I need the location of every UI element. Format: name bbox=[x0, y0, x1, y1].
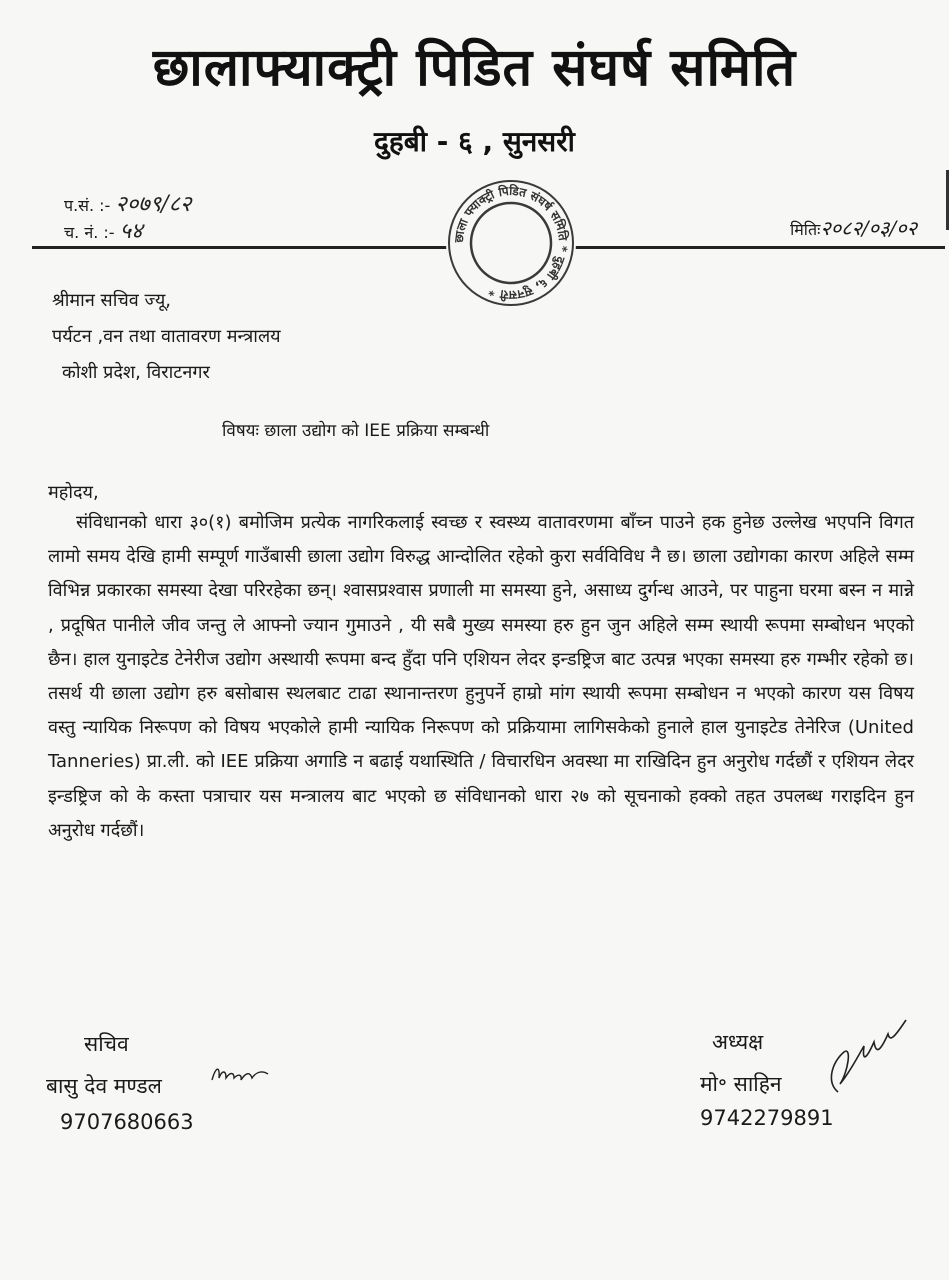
reference-value: २०७९/८२ bbox=[115, 192, 192, 217]
dispatch-number bbox=[64, 215, 143, 245]
secretary-name: बासु देव मण्डल bbox=[46, 1074, 162, 1098]
stamp-text: छाला फ्याक्ट्री पिडित संघर्ष समिति * दुहबी ६, सुनसरी * bbox=[451, 183, 571, 303]
reference-label: प.सं. :- bbox=[64, 196, 111, 215]
dispatch-value: ५४ bbox=[119, 219, 143, 244]
stamp-seal bbox=[446, 178, 576, 308]
letterhead-address: दुहबी - ६ , सुनसरी bbox=[374, 125, 575, 158]
svg-text:छाला फ्याक्ट्री पिडित संघर्ष स bbox=[452, 184, 571, 302]
letter-date bbox=[790, 214, 917, 241]
letterhead-title: छालाफ्याक्ट्री पिडित संघर्ष समिति bbox=[152, 38, 797, 98]
dispatch-label: च. नं. :- bbox=[64, 223, 115, 242]
reference-number bbox=[64, 188, 191, 218]
date-label: मितिः bbox=[790, 220, 821, 239]
organization-stamp bbox=[446, 178, 576, 308]
letter-body bbox=[48, 506, 914, 848]
chairperson-signature bbox=[818, 1012, 910, 1102]
chairperson-phone: 9742279891 bbox=[700, 1106, 834, 1130]
subject-line: विषयः छाला उद्योग को IEE प्रक्रिया सम्बन्धी bbox=[222, 421, 490, 441]
recipient-title: श्रीमान सचिव ज्यू, bbox=[52, 290, 171, 311]
secretary-phone: 9707680663 bbox=[60, 1110, 194, 1134]
recipient-location: कोशी प्रदेश, विराटनगर bbox=[62, 362, 210, 383]
date-value: २०८२/०३/०२ bbox=[820, 216, 917, 240]
secretary-title: सचिव bbox=[84, 1032, 129, 1056]
body-paragraph: संविधानको धारा ३०(१) बमोजिम प्रत्येक नागरिकलाई स्वच्छ र स्वस्थ्य वातावरणमा बाँच्न पाउने हक हुनेछ उल्लेख भएपनि विगत लामो समय देखि हामी सम्पूर्ण गाउँबासी छाला उद्योग विरुद्ध आन्दोलित रहेको कुरा सर्वविविध नै छ। छाला उद्योगका कारण अहिले सम्म विभिन्न प्रकारका समस्या देखा परिरहेका छन्। श्वासप्रश्वास प्रणाली मा समस्या हुने, असाध्य दुर्गन्ध आउने, पर पाहुना घरमा बस्न न मान्ने , प्रदूषित पानीले जीव जन्तु ले आफ्नो ज्यान गुमाउने , यी सबै मुख्य समस्या हरु हुन जुन अहिले सम्म स्थायी रूपमा सम्बोधन भएको छैन। हाल युनाइटेड टेनेरीज उद्योग अस्थायी रूपमा बन्द हुँदा पनि एशियन लेदर इन्डष्ट्रिज बाट उत्पन्न भएका समस्या हरु गम्भीर रहेको छ। तसर्थ यी छाला उद्योग हरु बसोबास स्थलबाट टाढा स्थानान्तरण हुनुपर्ने हाम्रो मांग स्थायी रूपमा सम्बोधन न भएको कारण यस विषय वस्तु न्यायिक निरूपण को विषय भएकोले हामी न्यायिक निरूपण को प्रक्रियामा लागिसकेको हुनाले हाल युनाइटेड तेनेरिज (United Tanneries) प्रा.ली. को IEE प्रक्रिया अगाडि न बढाई यथास्थिति / विचारधिन अवस्था मा राखिदिन हुन अनुरोध गर्दछौं र एशियन लेदर इन्डष्ट्रिज को के कस्ता पत्राचार यस मन्त्रालय बाट भएको छ संविधानको धारा २७ को सूचनाको हक्को तहत उपलब्ध गराइदिन हुन अनुरोध गर्दछौं। bbox=[48, 512, 914, 841]
salutation: महोदय, bbox=[48, 482, 99, 503]
chairperson-name: मो॰ साहिन bbox=[700, 1072, 782, 1096]
recipient-ministry: पर्यटन ,वन तथा वातावरण मन्त्रालय bbox=[52, 326, 281, 347]
secretary-signature bbox=[210, 1062, 270, 1086]
chairperson-title: अध्यक्ष bbox=[712, 1030, 764, 1054]
